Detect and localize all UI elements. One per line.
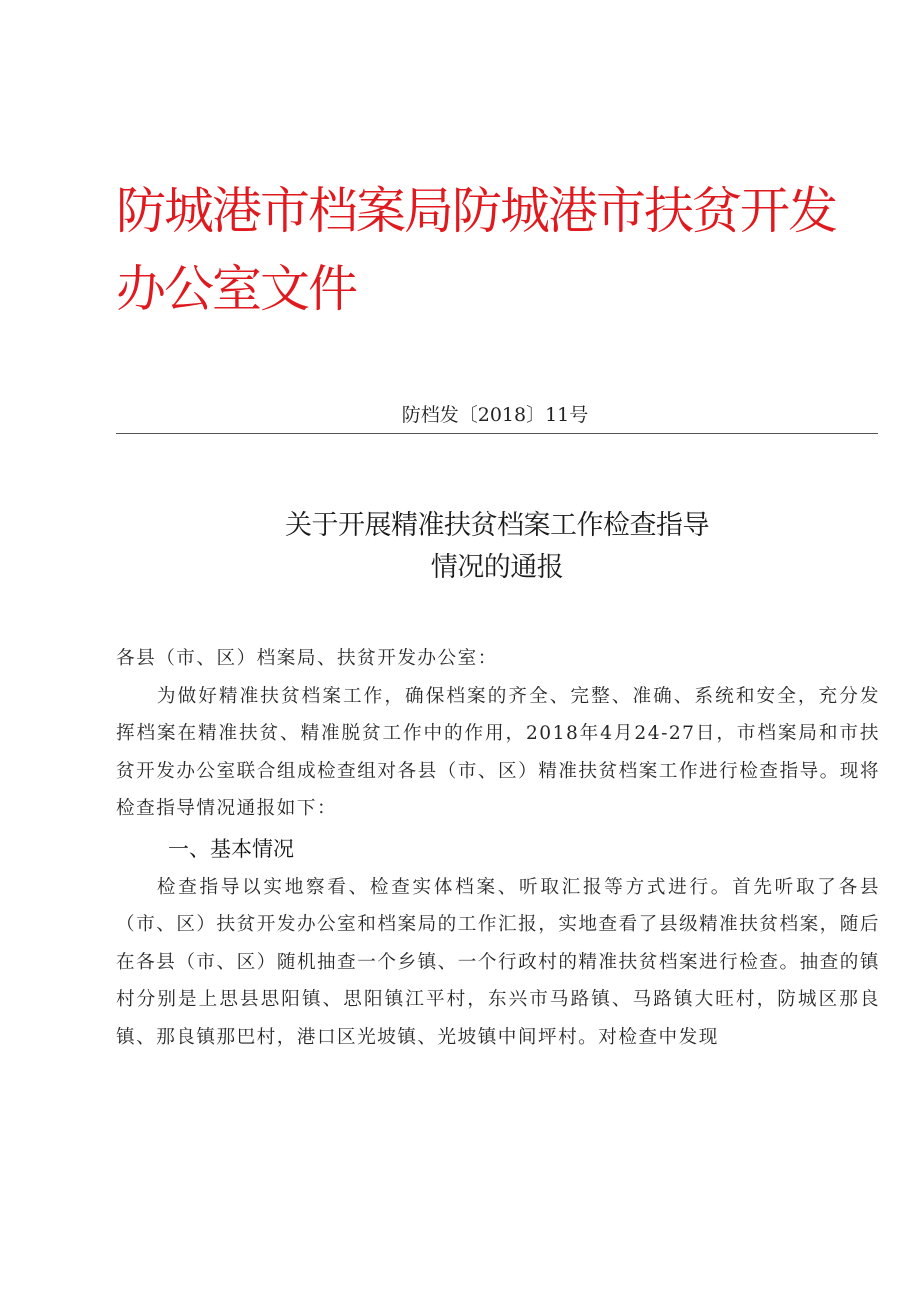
- document-title-line-2: 情况的通报: [430, 552, 564, 583]
- document-title: [116, 505, 878, 589]
- document-title-line-1: 关于开展精准扶贫档案工作检查指导: [285, 510, 709, 541]
- paragraph-basic-situation: 检查指导以实地察看、检查实体档案、听取汇报等方式进行。首先听取了各县（市、区）扶贫开发办公室和档案局的工作汇报，实地查看了县级精准扶贫档案，随后在各县（市、区）随机抽查一个乡镇、一个行政村的精准扶贫档案进行检查。抽查的镇村分别是上思县思阳镇、思阳镇江平村，东兴市马路镇、马路镇大旺村，防城区那良镇、那良镇那巴村，港口区光坡镇、光坡镇中间坪村。对检查中发现: [116, 876, 880, 1048]
- issuing-agency-header: 防城港市档案局防城港市扶贫开发办公室文件: [116, 182, 836, 318]
- paragraph-intro: 为做好精准扶贫档案工作，确保档案的齐全、完整、准确、系统和安全，充分发挥档案在精准扶贫、精准脱贫工作中的作用，2018年4月24-27日，市档案局和市扶贫开发办公室联合组成检查组对各县（市、区）精准扶贫档案工作进行检查指导。现将检查指导情况通报如下：: [116, 685, 880, 819]
- section-heading-basic-situation: 一、基本情况: [168, 836, 294, 861]
- document-body: [116, 640, 880, 1056]
- salutation: 各县（市、区）档案局、扶贫开发办公室：: [116, 648, 498, 669]
- header-divider: [116, 433, 878, 434]
- document-number: 防档发〔2018〕11号: [401, 404, 589, 426]
